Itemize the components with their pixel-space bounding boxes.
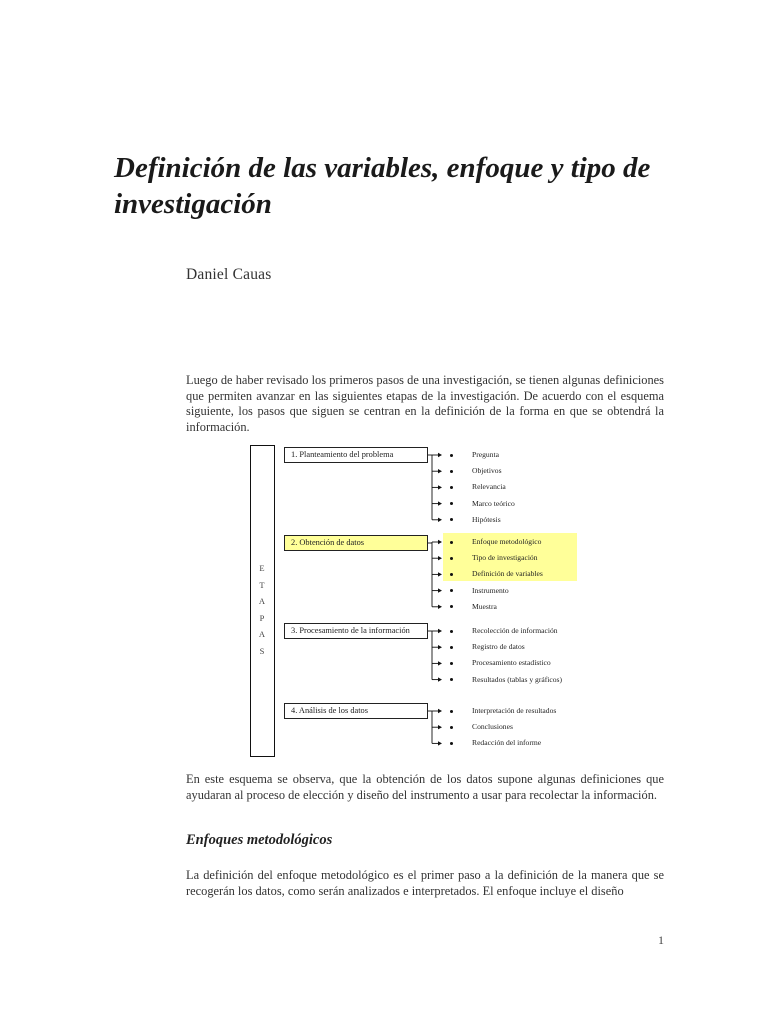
bullet-dot xyxy=(450,662,453,665)
etapas-letter: S xyxy=(259,645,265,656)
stage-item: Muestra xyxy=(472,601,497,611)
arrowhead xyxy=(438,501,442,505)
stage-item: Tipo de investigación xyxy=(472,553,538,563)
bullet-dot xyxy=(450,742,453,745)
arrowhead xyxy=(438,469,442,473)
stage-item: Relevancia xyxy=(472,482,506,492)
stage-item: Interpretación de resultados xyxy=(472,706,557,715)
stage-item: Conclusiones xyxy=(472,722,513,732)
stage-item: Pregunta xyxy=(472,450,499,459)
stage-item: Marco teórico xyxy=(472,498,515,508)
bullet-dot xyxy=(450,557,453,560)
document-title: Definición de las variables, enfoque y tipo de investigación xyxy=(114,152,651,220)
stage-item: Registro de datos xyxy=(472,642,525,652)
arrowhead xyxy=(438,556,442,560)
arrowhead xyxy=(438,629,442,633)
arrowhead xyxy=(438,518,442,522)
stage-box: 3. Procesamiento de la información xyxy=(284,623,428,639)
stage-item: Instrumento xyxy=(472,585,509,595)
arrowhead xyxy=(438,661,442,665)
author-name: Daniel Cauas xyxy=(186,266,272,283)
arrowhead xyxy=(438,677,442,681)
intro-paragraph: Luego de haber revisado los primeros pasos de una investigación, se tienen algunas definiciones que permiten avanzar en las siguientes etapas de la investigación. De acuerdo con el esquema siguiente, los pasos que siguen se centran en la definición de la forma en que se obtendrá la información. xyxy=(186,373,664,434)
etapas-letter: T xyxy=(259,579,265,590)
stage-box: 4. Análisis de los datos xyxy=(284,703,428,719)
etapas-letter: E xyxy=(259,563,265,573)
bullet-dot xyxy=(450,454,453,457)
section-heading: Enfoques metodológicos xyxy=(186,832,333,848)
bullet-dot xyxy=(450,470,453,473)
bullet-dot xyxy=(450,630,453,633)
stage-item: Enfoque metodológico xyxy=(472,537,542,546)
arrowhead xyxy=(438,741,442,745)
etapas-letter: A xyxy=(258,596,266,606)
bullet-dot xyxy=(450,710,453,713)
bullet-dot xyxy=(450,573,453,576)
arrowhead xyxy=(438,709,442,713)
bullet-dot xyxy=(450,486,453,489)
after-diagram-paragraph: En este esquema se observa, que la obtención de los datos supone algunas definiciones que ayudaran al proceso de elección y diseño del instrumento a usar para recolectar la información. xyxy=(186,772,664,802)
stage-item: Recolección de información xyxy=(472,626,558,635)
arrowhead xyxy=(438,605,442,609)
section-paragraph: La definición del enfoque metodológico es el primer paso a la definición de la manera que se recogerán los datos, como serán analizados e interpretados. El enfoque incluye el diseño xyxy=(186,868,664,898)
bullet-dot xyxy=(450,726,453,729)
stage-item: Procesamiento estadístico xyxy=(472,658,551,668)
arrowhead xyxy=(438,540,442,544)
arrowhead xyxy=(438,485,442,489)
etapas-letter: A xyxy=(258,629,266,639)
arrowhead xyxy=(438,645,442,649)
arrowhead xyxy=(438,588,442,592)
stage-item: Definición de variables xyxy=(472,569,543,579)
stage-item: Resultados (tablas y gráficos) xyxy=(472,674,563,684)
page-number: 1 xyxy=(658,933,664,947)
stage-item: Objetivos xyxy=(472,466,502,476)
stage-box: 1. Planteamiento del problema xyxy=(284,447,428,463)
etapas-letter: P xyxy=(259,612,265,623)
bullet-dot xyxy=(450,646,453,649)
stage-item: Hipótesis xyxy=(472,514,501,524)
stage-box: 2. Obtención de datos xyxy=(284,535,428,551)
arrowhead xyxy=(438,572,442,576)
arrowhead xyxy=(438,725,442,729)
arrowhead xyxy=(438,453,442,457)
bullet-dot xyxy=(450,541,453,544)
stage-item: Redacción del informe xyxy=(472,738,542,748)
